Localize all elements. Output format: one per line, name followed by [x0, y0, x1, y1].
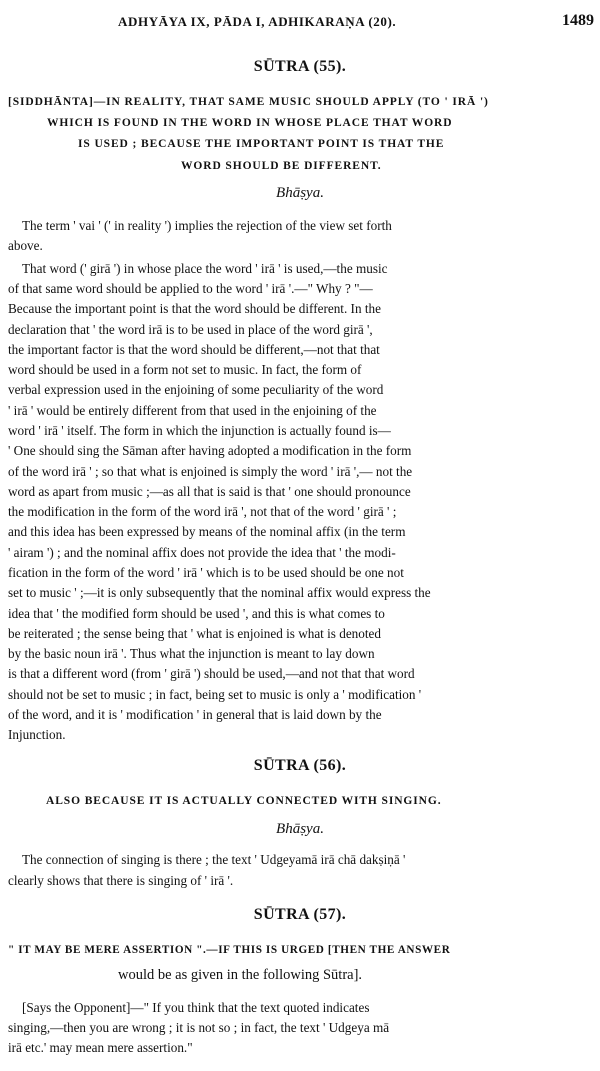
sutra-55-statement-line: WHICH IS FOUND IN THE WORD IN WHOSE PLACE THAT WORD: [47, 117, 453, 129]
sutra-57-statement-line: would be as given in the following Sūtra].: [118, 967, 363, 983]
sutra-55-heading: SŪTRA (55).: [253, 58, 347, 75]
commentary-line: above.: [8, 238, 43, 253]
commentary-line: by the basic noun irā '. Thus what the injunction is meant to lay down: [8, 646, 375, 661]
running-head: [118, 14, 594, 34]
commentary-line: the important factor is that the word should be different,—not that that: [8, 342, 380, 357]
commentary-line: should not be set to music ; in fact, being set to music is only a ' modification ': [8, 687, 422, 702]
commentary-line: declaration that ' the word irā is to be used in place of the word girā ',: [8, 322, 373, 337]
commentary-line: of the word irā ' ; so that what is enjoined is simply the word ' irā ',— not the: [8, 464, 413, 479]
sutra-55-statement-line: [SIDDHĀNTA]—IN REALITY, THAT SAME MUSIC SHOULD APPLY (TO ' IRĀ '): [8, 96, 489, 108]
commentary-line: word as apart from music ;—as all that is said is that ' one should pronounce: [8, 484, 411, 499]
sutra-56-heading: SŪTRA (56).: [253, 757, 347, 774]
commentary-line: word ' irā ' itself. The form in which the injunction is actually found is—: [8, 423, 391, 438]
commentary-line: The connection of singing is there ; the text ' Udgeyamā irā chā dakṣiṇā ': [22, 852, 406, 867]
commentary-line: Because the important point is that the word should be different. In the: [8, 301, 381, 316]
commentary-line: be reiterated ; the sense being that ' what is enjoined is what is denoted: [8, 626, 381, 641]
commentary-line: [Says the Opponent]—" If you think that the text quoted indicates: [22, 1000, 370, 1015]
commentary-line: and this idea has been expressed by means of the nominal affix (in the term: [8, 524, 406, 539]
sutra-55-bhasya-heading: Bhāṣya.: [276, 185, 324, 201]
commentary-line: of that same word should be applied to the word ' irā '.—" Why ? "—: [8, 281, 373, 296]
commentary-line: word should be used in a form not set to music. In fact, the form of: [8, 362, 362, 377]
commentary-line: fication in the form of the word ' irā ' which is to be used should be one not: [8, 565, 404, 580]
commentary-line: ' One should sing the Sāman after having adopted a modification in the form: [8, 443, 412, 458]
commentary-line: ' airam ') ; and the nominal affix does not provide the idea that ' the modi-: [8, 545, 396, 560]
running-head-title: ADHYĀYA IX, PĀDA I, ADHIKARAṆA (20).: [118, 14, 397, 29]
sutra-55-statement-line: IS USED ; BECAUSE THE IMPORTANT POINT IS THAT THE: [78, 138, 445, 150]
commentary-line: singing,—then you are wrong ; it is not so ; in fact, the text ' Udgeya mā: [8, 1020, 390, 1035]
commentary-line: The term ' vai ' (' in reality ') implies the rejection of the view set forth: [22, 218, 392, 233]
commentary-line: ' irā ' would be entirely different from that used in the enjoining of the: [8, 403, 377, 418]
commentary-line: of the word, and it is ' modification ' in general that is laid down by the: [8, 707, 382, 722]
page-number: 1489: [562, 12, 594, 29]
commentary-line: is that a different word (from ' girā ') should be used,—and not that that word: [8, 666, 415, 681]
commentary-line: Injunction.: [8, 727, 66, 742]
commentary-line: set to music ' ;—it is only subsequently that the nominal affix would express the: [8, 585, 431, 600]
sutra-55-statement-line: WORD SHOULD BE DIFFERENT.: [181, 160, 382, 172]
commentary-line: verbal expression used in the enjoining of some peculiarity of the word: [8, 382, 384, 397]
commentary-line: That word (' girā ') in whose place the word ' irā ' is used,—the music: [22, 261, 388, 276]
sutra-57-statement-line: " IT MAY BE MERE ASSERTION ".—IF THIS IS URGED [THEN THE ANSWER: [8, 944, 451, 956]
commentary-line: the modification in the form of the word irā ', not that of the word ' girā ' ;: [8, 504, 397, 519]
sutra-56-bhasya-heading: Bhāṣya.: [276, 821, 324, 837]
sutra-56-statement: ALSO BECAUSE IT IS ACTUALLY CONNECTED WITH SINGING.: [46, 795, 442, 807]
sutra-57-heading: SŪTRA (57).: [253, 906, 347, 923]
commentary-line: irā etc.' may mean mere assertion.": [8, 1040, 193, 1055]
commentary-line: clearly shows that there is singing of ' irā '.: [8, 873, 234, 888]
commentary-line: idea that ' the modified form should be used ', and this is what comes to: [8, 606, 385, 621]
